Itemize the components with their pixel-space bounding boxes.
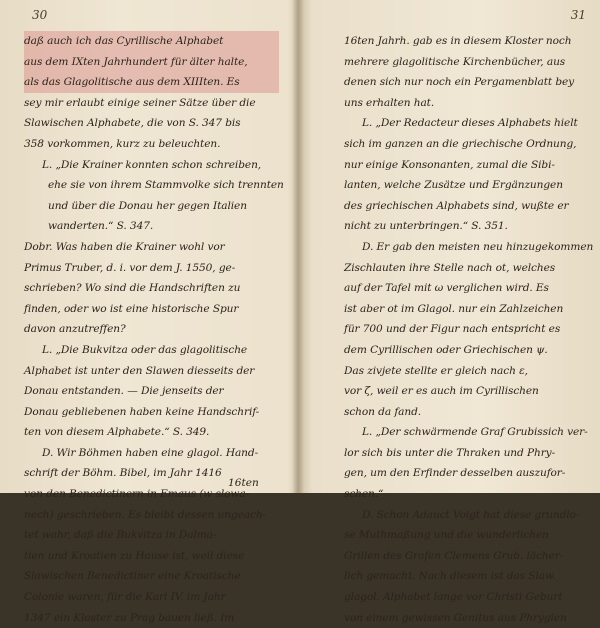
- text-line: nech) geschrieben. Es bleibt dessen ungeach-: [24, 508, 267, 521]
- text-line: 16ten Jahrh. gab es in diesem Kloster noch: [344, 35, 572, 47]
- text-line: Donau entstanden. — Die jenseits der: [24, 385, 224, 398]
- page-number: 31: [570, 8, 586, 22]
- text-line: Das zivjete stellte er gleich nach ε,: [344, 364, 528, 377]
- text-line: nur einige Konsonanten, zumal die Sibi-: [344, 158, 555, 171]
- text-line: schen.“: [344, 488, 384, 501]
- text-line: 358 vorkommen, kurz zu beleuchten.: [24, 137, 221, 150]
- text-line: L. „Der Redacteur dieses Alphabets hielt: [362, 117, 578, 130]
- text-line: Donau gebliebenen haben keine Handschrif-: [24, 405, 260, 418]
- text-line: D. Er gab den meisten neu hinzugekommen: [362, 240, 594, 253]
- text-line: Grillen des Grafen Clemens Grub. lächer-: [344, 549, 564, 562]
- text-line: sich im ganzen an die griechische Ordnung,: [344, 137, 577, 150]
- text-line: davon anzutreffen?: [24, 323, 126, 336]
- text-line: glagol. Alphabet lange vor Christi Geburt: [344, 591, 563, 604]
- text-line: ehe sie von ihrem Stammvolke sich trennten: [48, 179, 284, 192]
- text-line: lich gemacht. Nach diesem ist das Slaw.: [344, 570, 556, 583]
- text-line: mehrere glagolitische Kirchenbücher, aus: [344, 55, 566, 68]
- text-line: des griechischen Alphabets sind, wußte er: [344, 199, 569, 212]
- text-line: schrift der Böhm. Bibel, im Jahr 1416: [24, 467, 222, 480]
- text-line: auf der Tafel mit ω verglichen wird. Es: [344, 282, 549, 295]
- text-line: denen sich nur noch ein Pergamenblatt bey: [344, 76, 575, 89]
- text-line: L. „Die Bukvitza oder das glagolitische: [42, 343, 248, 356]
- highlighted-line: daß auch ich das Cyrillische Alphabet: [24, 31, 279, 52]
- text-line: und über die Donau her gegen Italien: [48, 199, 247, 212]
- text-line: Dobr. Was haben die Krainer wohl vor: [24, 240, 225, 253]
- text-line: lor sich bis unter die Thraken und Phry-: [344, 446, 556, 459]
- text-line: ist aber ot im Glagol. nur ein Zahlzeichen: [344, 302, 564, 315]
- right-page: [304, 0, 600, 624]
- text-line: Slawischen Alphabete, die von S. 347 bis: [24, 117, 241, 130]
- text-line: lanten, welche Zusätze und Ergänzungen: [344, 179, 563, 192]
- highlighted-line: als das Glagolitische aus dem XIIIten. Es: [24, 72, 279, 93]
- text-line: sey mir erlaubt einige seiner Sätze über die: [24, 96, 256, 109]
- text-line: finden, oder wo ist eine historische Spur: [24, 302, 239, 315]
- text-line: von den Benedictinern in Emaus (w slowa-: [24, 488, 250, 501]
- left-page: [0, 0, 296, 624]
- catchword: 16ten: [228, 477, 259, 489]
- page-number: 30: [32, 8, 48, 22]
- text-line: Primus Truber, d. i. vor dem J. 1550, ge-: [24, 261, 236, 274]
- text-line: L. „Die Krainer konnten schon schreiben,: [42, 158, 262, 171]
- text-line: Colonie waren, für die Karl IV. im Jahr: [24, 591, 226, 604]
- text-line: 1347 ein Kloster zu Prag bauen ließ. Im: [24, 611, 235, 624]
- text-line: dem Cyrillischen oder Griechischen ψ.: [344, 343, 548, 356]
- text-line: Slawischen Benedictiner eine Kroatische: [24, 570, 241, 583]
- text-line: L. „Der schwärmende Graf Grubissich ver-: [362, 426, 588, 439]
- text-line: D. Wir Böhmen haben eine glagol. Hand-: [42, 446, 259, 459]
- text-line: Alphabet ist unter den Slawen diesseits der: [24, 364, 255, 377]
- text-line: tien und Kroatien zu Hause ist, weil diese: [24, 549, 245, 562]
- text-line: von einem gewissen Genitus aus Phrygien: [344, 611, 567, 624]
- text-line: nicht zu unterbringen.“ S. 351.: [344, 220, 508, 233]
- text-block: [344, 31, 592, 628]
- text-line: schon da fand.: [344, 405, 422, 418]
- text-block: [24, 31, 284, 628]
- text-line: Zischlauten ihre Stelle nach ot, welches: [344, 261, 556, 274]
- text-line: vor ζ, weil er es auch im Cyrillischen: [344, 385, 539, 398]
- text-line: tet wahr, daß die Bukvitza in Dalma-: [24, 529, 217, 542]
- highlighted-line: aus dem IXten Jahrhundert für älter halte,: [24, 52, 279, 73]
- text-line: uns erhalten hat.: [344, 96, 435, 109]
- text-line: schrieben? Wo sind die Handschriften zu: [24, 282, 241, 295]
- text-line: se Muthmaßung und die wunderlichen: [344, 529, 549, 542]
- text-line: für 700 und der Figur nach entspricht es: [344, 323, 561, 336]
- text-line: gen, um den Erfinder desselben auszufor-: [344, 467, 566, 480]
- text-line: ten von diesem Alphabete.“ S. 349.: [24, 426, 210, 439]
- text-line: D. Schon Adauct Voigt hat diese grundlo-: [362, 508, 580, 521]
- text-line: wanderten.“ S. 347.: [48, 220, 154, 233]
